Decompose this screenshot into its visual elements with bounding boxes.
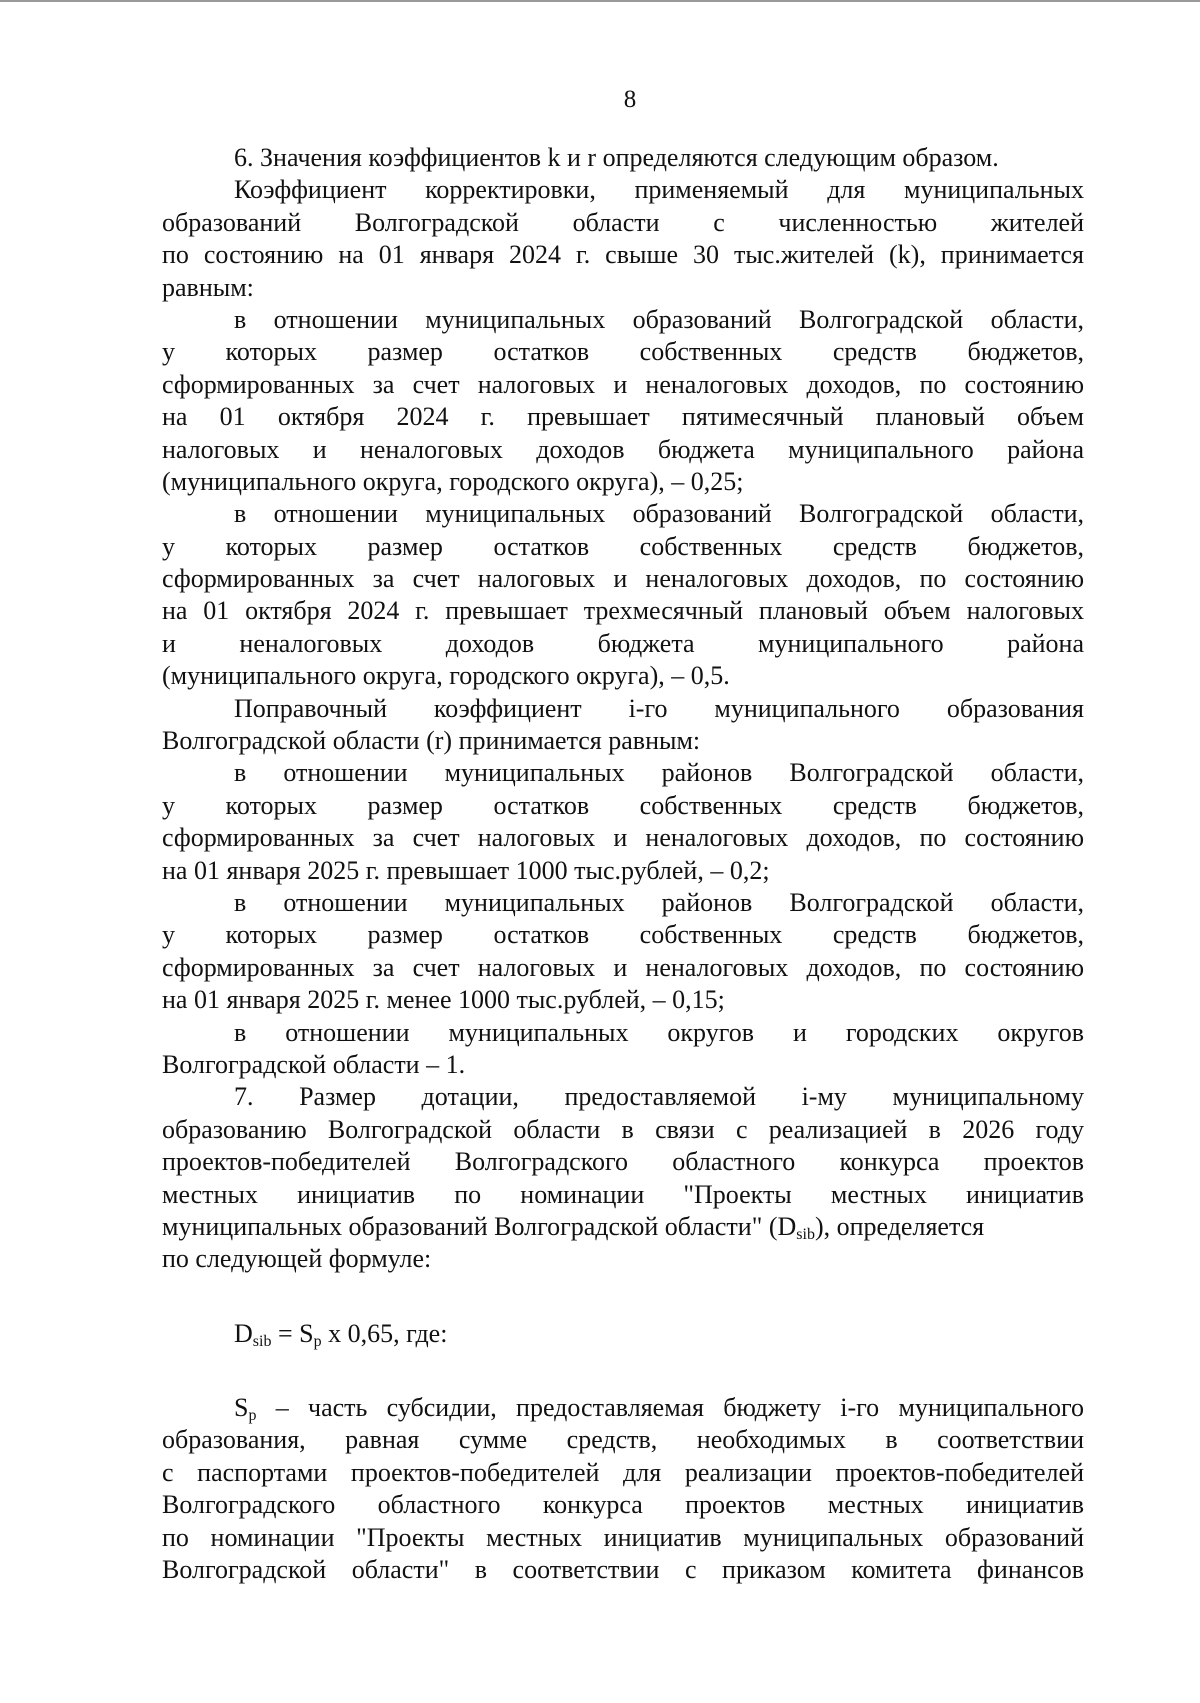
formula-line <box>162 1318 1084 1350</box>
text-line: в отношении муниципальных районов Волгоградской области, <box>234 758 1084 788</box>
text-line: сформированных за счет налоговых и неналоговых доходов, по состоянию <box>162 564 1084 594</box>
text-line: в отношении муниципальных округов и городских округов <box>234 1017 1084 1047</box>
subscript-p: p <box>248 1407 257 1425</box>
formula-symbol: S <box>234 1393 249 1423</box>
text-line: (муниципального округа, городского округа), – 0,25; <box>162 466 744 496</box>
text-line: по номинации "Проекты местных инициатив муниципальных образований <box>162 1522 1084 1552</box>
text-line: в отношении муниципальных образований Волгоградской области, <box>234 304 1084 334</box>
text-line: Волгоградской области – 1. <box>162 1049 466 1079</box>
text-line: на 01 октября 2024 г. превышает трехмесячный плановый объем налоговых <box>162 596 1084 626</box>
text-line: Волгоградской области" в соответствии с приказом комитета финансов <box>162 1555 1084 1585</box>
text-line: Волгоградского областного конкурса проектов местных инициатив <box>162 1490 1084 1520</box>
text-line: Коэффициент корректировки, применяемый для муниципальных <box>234 175 1084 205</box>
text-line: у которых размер остатков собственных средств бюджетов, <box>162 920 1084 950</box>
text-line: Волгоградской области (r) принимается равным: <box>162 726 701 756</box>
text-line: сформированных за счет налоговых и неналоговых доходов, по состоянию <box>162 369 1084 399</box>
text-line: на 01 января 2025 г. менее 1000 тыс.рублей, – 0,15; <box>162 985 725 1015</box>
formula-fragment: = S <box>271 1318 314 1348</box>
text-line: проектов-победителей Волгоградского областного конкурса проектов <box>162 1147 1084 1177</box>
formula-fragment: x 0,65, где: <box>321 1318 448 1348</box>
text-line: Поправочный коэффициент i-го муниципального образования <box>234 693 1084 723</box>
text-line: образования, равная сумме средств, необходимых в соответствии <box>162 1425 1084 1455</box>
text-line: на 01 января 2025 г. превышает 1000 тыс.рублей, – 0,2; <box>162 855 770 885</box>
text-fragment: – часть субсидии, предоставляемая бюджету i-го муниципального <box>256 1393 1084 1423</box>
text-line: образованию Волгоградской области в связи с реализацией в 2026 году <box>162 1114 1084 1144</box>
formula-symbol: D <box>234 1318 253 1348</box>
text-fragment: ), определяется <box>814 1211 985 1241</box>
text-line: на 01 октября 2024 г. превышает пятимесячный плановый объем <box>162 402 1084 432</box>
text-line: в отношении муниципальных образований Волгоградской области, <box>234 499 1084 529</box>
text-line: местных инициатив по номинации "Проекты местных инициатив <box>162 1179 1084 1209</box>
text-line <box>162 1392 1084 1424</box>
text-line: равным: <box>162 272 254 302</box>
text-line: с паспортами проектов-победителей для реализации проектов-победителей <box>162 1457 1084 1487</box>
text-line: у которых размер остатков собственных средств бюджетов, <box>162 531 1084 561</box>
text-line: у которых размер остатков собственных средств бюджетов, <box>162 790 1084 820</box>
text-line: (муниципального округа, городского округа), – 0,5. <box>162 661 730 691</box>
text-line: образований Волгоградской области с численностью жителей <box>162 207 1084 237</box>
text-line: в отношении муниципальных районов Волгоградской области, <box>234 887 1084 917</box>
subscript-p: p <box>313 1332 322 1350</box>
text-line: у которых размер остатков собственных средств бюджетов, <box>162 337 1084 367</box>
text-fragment: муниципальных образований Волгоградской области" (D <box>162 1211 797 1241</box>
scan-edge-line <box>0 0 1200 2</box>
page-number: 8 <box>623 86 637 113</box>
text-line: по состоянию на 01 января 2024 г. свыше 30 тыс.жителей (k), принимается <box>162 240 1084 270</box>
text-line: 6. Значения коэффициентов k и r определяются следующим образом. <box>234 143 999 172</box>
document-body <box>162 142 1084 1586</box>
subscript-sib: sib <box>252 1332 272 1350</box>
text-line: сформированных за счет налоговых и неналоговых доходов, по состоянию <box>162 952 1084 982</box>
subscript-sib: sib <box>796 1225 815 1243</box>
text-line: 7. Размер дотации, предоставляемой i-му муниципальному <box>234 1082 1084 1112</box>
text-line <box>162 1211 1084 1243</box>
text-line: сформированных за счет налоговых и неналоговых доходов, по состоянию <box>162 823 1084 853</box>
text-line: по следующей формуле: <box>162 1244 432 1274</box>
text-line: и неналоговых доходов бюджета муниципального района <box>162 628 1084 658</box>
text-line: налоговых и неналоговых доходов бюджета муниципального района <box>162 434 1084 464</box>
